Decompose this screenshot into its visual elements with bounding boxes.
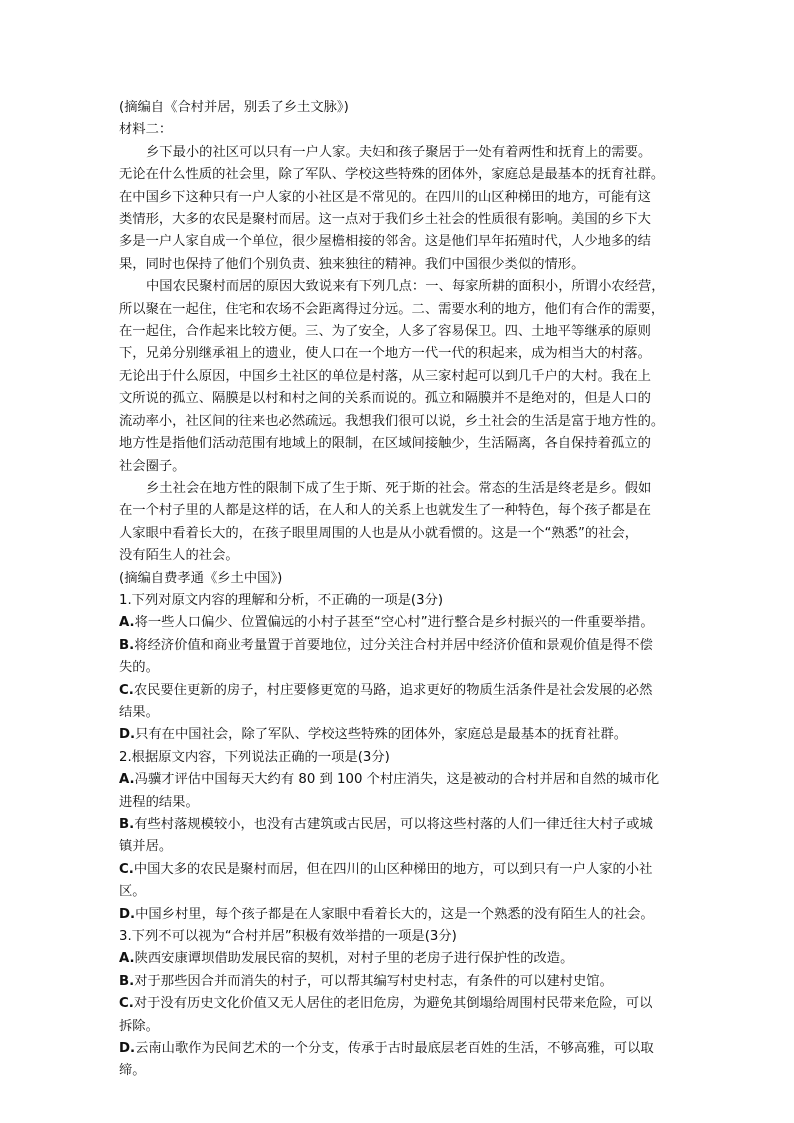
question-stem: 3.下列不可以视为“合村并居”积极有效举措的一项是(3分) — [119, 929, 457, 945]
option-label: B. — [119, 637, 135, 653]
option-text: 结果。 — [119, 704, 159, 720]
option-d[interactable] — [119, 1038, 679, 1083]
option-d[interactable] — [119, 904, 679, 926]
option-text: 区。 — [119, 884, 146, 900]
option-d[interactable] — [119, 724, 679, 746]
option-text: 农民要住更新的房子，村庄要修更宽的马路，追求更好的物质生活条件是社会发展的必然 — [133, 682, 653, 698]
section-title: 材料二： — [119, 122, 173, 138]
paragraph-3 — [119, 478, 679, 568]
option-text: 中国大多的农民是聚村而居，但在四川的山区种梯田的地方，可以到只有一户人家的小社 — [133, 861, 653, 877]
option-label: A. — [119, 615, 135, 631]
option-label: B. — [119, 817, 135, 832]
text-line: 无论出于什么原因，中国乡土社区的单位是村落，从三家村起可以到几千户的大村。我在上 — [119, 368, 651, 384]
text-line: 多是一户人家自成一个单位，很少屋檐相接的邻舍。这是他们早年拓殖时代，人少地多的结 — [119, 234, 651, 250]
option-c[interactable] — [119, 859, 679, 904]
paragraph-2 — [119, 276, 679, 478]
question-2 — [119, 747, 679, 926]
option-text: 将一些人口偏少、位置偏远的小村子甚至“空心村”进行整合是乡村振兴的一件重要举措。 — [134, 615, 654, 631]
option-label: B. — [119, 973, 135, 989]
option-b[interactable] — [119, 814, 679, 859]
option-label: D. — [119, 1041, 136, 1057]
question-stem: 1.下列对原文内容的理解和分析，不正确的一项是(3分) — [119, 592, 444, 608]
text-line: 流动率小，社区间的往来也必然疏远。我想我们很可以说，乡土社会的生活是富于地方性的。 — [119, 413, 665, 429]
paragraph-1 — [119, 142, 679, 276]
text-line: 文所说的孤立、隔膜是以村和村之间的关系而说的。孤立和隔膜并不是绝对的，但是人口的 — [119, 391, 651, 407]
option-text: 对于那些因合并而消失的村子，可以帮其编写村史村志，有条件的可以建村史馆。 — [134, 973, 613, 989]
option-text: 中国乡村里，每个孩子都是在人家眼中看着长大的，这是一个熟悉的没有陌生人的社会。 — [135, 906, 654, 922]
text-line: 下，兄弟分别继承祖上的遗业，使人口在一个地方一代一代的积起来，成为相当大的村落。 — [119, 346, 651, 362]
option-label: D. — [119, 906, 136, 922]
exam-page — [119, 97, 679, 1083]
option-b[interactable] — [119, 971, 679, 993]
text-line: 在中国乡下这种只有一户人家的小社区是不常见的。在四川的山区种梯田的地方，可能有这 — [119, 189, 651, 205]
option-text: 冯骥才评估中国每天大约有 80 到 100 个村庄消失，这是被动的合村并居和自然的城市化 — [134, 772, 660, 788]
option-a[interactable] — [119, 612, 679, 634]
text-line: 人家眼中看着长大的，在孩子眼里周围的人也是从小就看惯的。这是一个“熟悉”的社会， — [119, 525, 639, 541]
text-line: 地方性是指他们活动范围有地域上的限制，在区域间接触少，生活隔离，各自保持着孤立的 — [119, 436, 651, 452]
question-3 — [119, 926, 679, 1083]
question-stem: 2.根据原文内容，下列说法正确的一项是(3分) — [119, 749, 390, 765]
option-label: D. — [119, 727, 136, 743]
option-label: C. — [119, 861, 134, 877]
text-line: 中国农民聚村而居的原因大致说来有下列几点：一、每家所耕的面积小，所谓小农经营， — [146, 279, 665, 295]
option-b[interactable] — [119, 635, 679, 680]
option-a[interactable] — [119, 948, 679, 970]
option-text: 将经济价值和商业考量置于首要地位，过分关注合村并居中经济价值和景观价值是得不偿 — [134, 637, 653, 653]
option-text: 缔。 — [119, 1063, 146, 1079]
option-label: A. — [119, 951, 135, 967]
option-text: 有些村落规模较小，也没有古建筑或古民居，可以将这些村落的人们一律迁往大村子或城 — [134, 817, 653, 832]
text-line: 乡下最小的社区可以只有一户人家。夫妇和孩子聚居于一处有着两性和抚育上的需要。 — [146, 144, 652, 160]
option-text: 拆除。 — [119, 1018, 159, 1034]
option-c[interactable] — [119, 993, 679, 1038]
option-label: A. — [119, 772, 135, 788]
text-line: 所以聚在一起住，住宅和农场不会距离得过分远。二、需要水利的地方，他们有合作的需要， — [119, 301, 665, 317]
option-label: C. — [119, 682, 134, 698]
option-text: 陕西安康谭坝借助发展民宿的契机，对村子里的老房子进行保护性的改造。 — [134, 951, 574, 967]
text-line: 类情形，大多的农民是聚村而居。这一点对于我们乡土社会的性质很有影响。美国的乡下大 — [119, 212, 651, 228]
option-text: 云南山歌作为民间艺术的一个分支，传承于古时最底层老百姓的生活，不够高雅，可以取 — [135, 1041, 654, 1057]
source-citation-top: (摘编自《合村并居，别丢了乡土文脉》) — [119, 100, 349, 115]
option-text: 只有在中国社会，除了军队、学校这些特殊的团体外，家庭总是最基本的抚育社群。 — [135, 727, 628, 743]
option-c[interactable] — [119, 680, 679, 725]
text-line: 在一起住，合作起来比较方便。三、为了安全，人多了容易保卫。四、土地平等继承的原则 — [119, 324, 651, 340]
option-text: 镇并居。 — [119, 839, 173, 855]
text-line: 没有陌生人的社会。 — [119, 548, 239, 564]
source-citation-bottom: (摘编自费孝通《乡土中国》) — [119, 570, 283, 586]
question-1 — [119, 590, 679, 747]
text-line: 无论在什么性质的社会里，除了军队、学校这些特殊的团体外，家庭总是最基本的抚育社群。 — [119, 167, 665, 183]
option-a[interactable] — [119, 769, 679, 814]
text-line: 社会圈子。 — [119, 458, 186, 474]
text-line: 果，同时也保持了他们个别负责、独来独往的精神。我们中国很少类似的情形。 — [119, 256, 585, 272]
text-line: 在一个村子里的人都是这样的话，在人和人的关系上也就发生了一种特色，每个孩子都是在 — [119, 503, 651, 519]
option-text: 对于没有历史文化价值又无人居住的老旧危房，为避免其倒塌给周围村民带来危险，可以 — [133, 996, 653, 1012]
option-label: C. — [119, 996, 134, 1012]
option-text: 进程的结果。 — [119, 794, 199, 810]
option-text: 失的。 — [119, 660, 159, 676]
text-line: 乡土社会在地方性的限制下成了生于斯、死于斯的社会。常态的生活是终老是乡。假如 — [146, 480, 652, 496]
